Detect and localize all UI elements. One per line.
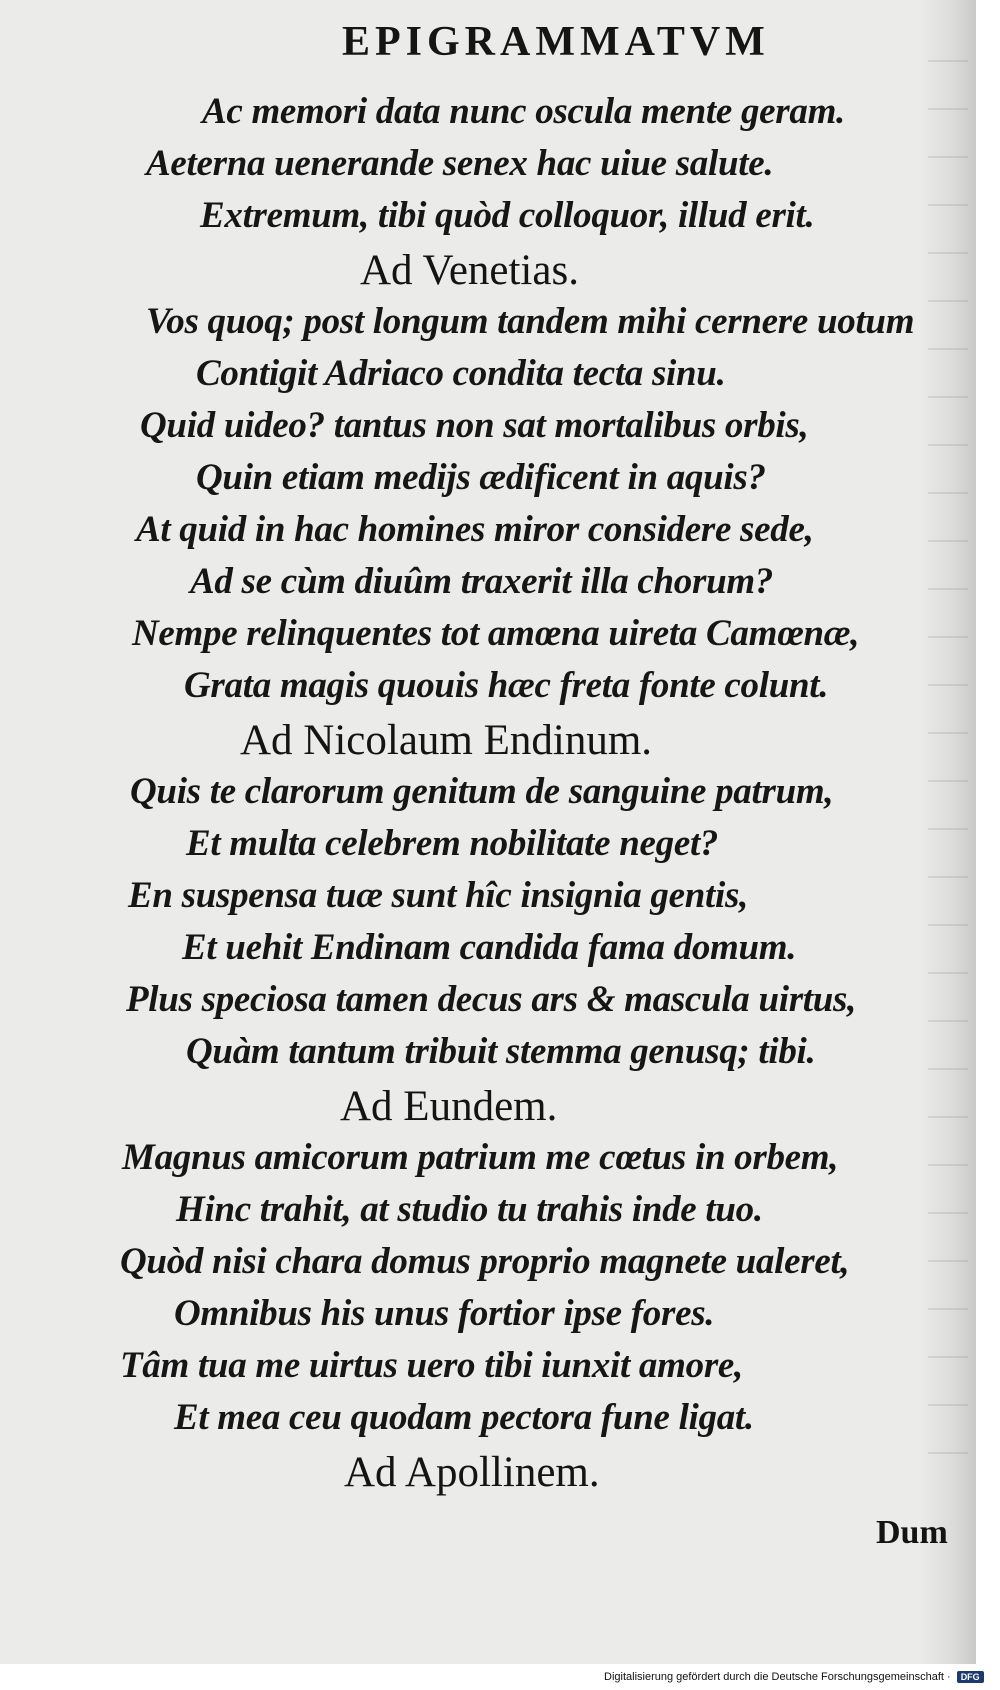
- poem-title: Ad Venetias.: [360, 247, 579, 294]
- verse-line: En suspensa tuæ sunt hîc insignia gentis,: [128, 875, 749, 916]
- verse-line: Ad se cùm diuûm traxerit illa chorum?: [190, 561, 774, 602]
- verse-line: Quàm tantum tribuit stemma genusq; tibi.: [186, 1031, 816, 1072]
- verse-line: Et mea ceu quodam pectora fune ligat.: [174, 1397, 754, 1438]
- verse-line: Ac memori data nunc oscula mente geram.: [202, 91, 846, 132]
- verse-line: Et uehit Endinam candida fama domum.: [182, 927, 797, 968]
- verse-line: Aeterna uenerande senex hac uiue salute.: [146, 143, 774, 184]
- verse-line: Quòd nisi chara domus proprio magnete ualeret,: [120, 1241, 850, 1282]
- verse-line: Hinc trahit, at studio tu trahis inde tuo.: [176, 1189, 763, 1230]
- verse-line: Magnus amicorum patrium me cœtus in orbem,: [122, 1137, 839, 1178]
- verse-line: Quid uideo? tantus non sat mortalibus orbis,: [140, 405, 809, 446]
- verse-line: Vos quoq; post longum tandem mihi cernere uotum: [146, 301, 915, 342]
- verse-line: Quin etiam medijs ædificent in aquis?: [196, 457, 766, 498]
- digitization-footer: [604, 1667, 994, 1687]
- verse-line: Contigit Adriaco condita tecta sinu.: [196, 353, 726, 394]
- verse-line: Nempe relinquentes tot amœna uireta Camœnæ,: [132, 613, 860, 654]
- verse-line: Et multa celebrem nobilitate neget?: [186, 823, 719, 864]
- running-header: EPIGRAMMATVM: [342, 19, 770, 65]
- footer-text: Digitalisierung gefördert durch die Deutsche Forschungsgemeinschaft ·: [604, 1671, 951, 1683]
- verse-line: Extremum, tibi quòd colloquor, illud erit.: [200, 195, 815, 236]
- poem-title: Ad Apollinem.: [344, 1449, 600, 1496]
- verse-line: Tâm tua me uirtus uero tibi iunxit amore,: [120, 1345, 743, 1386]
- dfg-logo: DFG: [957, 1671, 984, 1683]
- catchword: Dum: [876, 1514, 948, 1551]
- verse-line: Grata magis quouis hæc freta fonte colunt.: [184, 665, 829, 706]
- poem-title: Ad Nicolaum Endinum.: [240, 717, 653, 764]
- verse-line: Quis te clarorum genitum de sanguine patrum,: [130, 771, 834, 812]
- poem-title: Ad Eundem.: [340, 1083, 558, 1130]
- verse-line: Plus speciosa tamen decus ars & mascula uirtus,: [126, 979, 857, 1020]
- verse-line: At quid in hac homines miror considere sede,: [136, 509, 814, 550]
- verse-line: Omnibus his unus fortior ipse fores.: [174, 1293, 715, 1334]
